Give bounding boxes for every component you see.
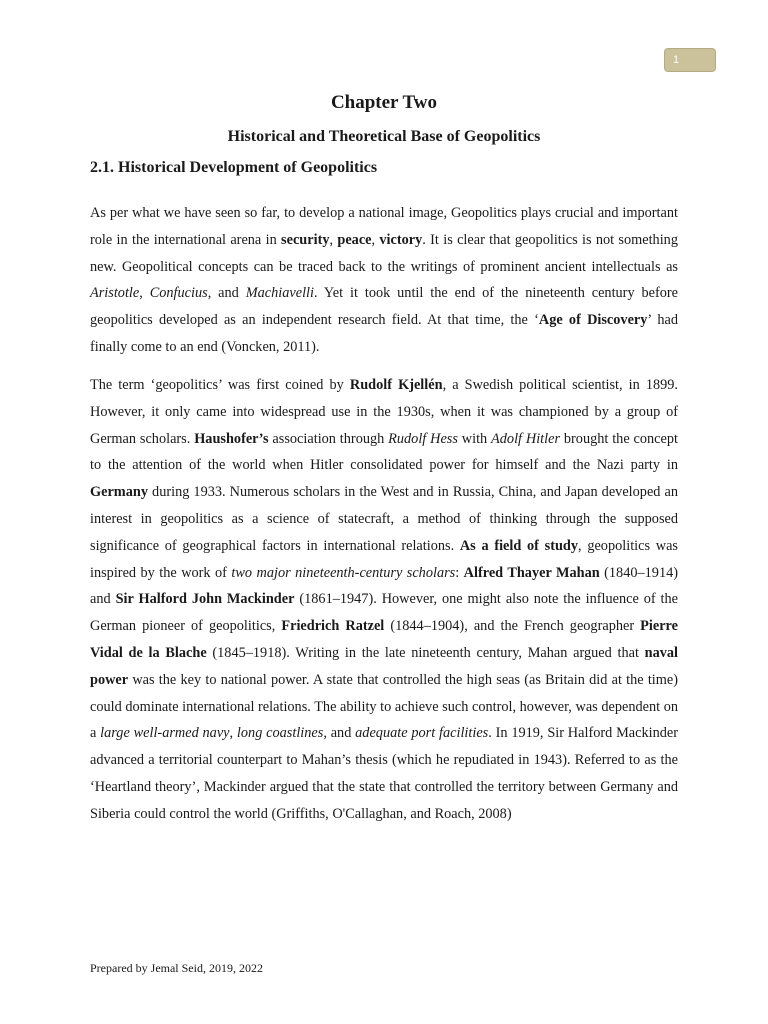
- italic-term: long coastlines: [236, 725, 324, 742]
- text-span: ’ had finally come to an end (Voncken, 2011).: [90, 312, 678, 355]
- chapter-title: Chapter Two: [330, 92, 438, 113]
- text-span: (1861–1947). However, one might also note the influence of the German pioneer of geopolitics,: [90, 591, 679, 635]
- italic-term: Rudolf Hess: [388, 430, 458, 447]
- bold-term: Alfred Thayer Mahan: [463, 564, 600, 581]
- text-span: . It is clear that geopolitics is not something new. Geopolitical concepts can be traced back to the writings of prominent ancient intellectuals as: [90, 231, 678, 275]
- bold-term: As a field of study: [459, 537, 579, 554]
- text-span: association through: [268, 430, 389, 447]
- text-span: , geopolitics was inspired by the work of: [90, 537, 678, 581]
- text-span: was the key to national power. A state that controlled the high seas (as Britain did at the time) could dominate international relations. The ability to achieve such control, however, was dependent on a: [90, 671, 678, 742]
- bold-term: Germany: [90, 484, 148, 501]
- bold-term: Pierre Vidal de la Blache: [90, 618, 678, 661]
- italic-term: adequate port facilities: [355, 725, 489, 742]
- text-span: As per what we have seen so far, to develop a national image, Geopolitics plays crucial and important role in the international arena in: [90, 205, 678, 248]
- paragraph-2: [90, 372, 678, 828]
- text-span: ,: [329, 231, 338, 248]
- text-span: The term ‘geopolitics’ was first coined by: [90, 377, 350, 393]
- text-span: . Yet it took until the end of the nineteenth century before geopolitics developed as an independent research field. At that time, the ‘: [90, 285, 678, 329]
- text-span: , and: [323, 725, 356, 742]
- text-span: ,: [229, 725, 237, 742]
- text-span: :: [455, 564, 464, 581]
- text-span: , a Swedish political scientist, in 1899. However, it only came into widespread use in the 1930s, when it was championed by a group of German scholars.: [90, 377, 679, 447]
- chapter-subtitle: Historical and Theoretical Base of Geopolitics: [227, 128, 541, 145]
- bold-term: peace: [337, 231, 372, 248]
- text-span: ,: [139, 285, 150, 302]
- italic-term: Confucius: [149, 285, 208, 302]
- bold-term: naval power: [90, 644, 678, 688]
- text-span: with: [457, 430, 492, 447]
- text-span: , and: [207, 285, 246, 302]
- bold-term: Age of Discovery: [538, 312, 648, 329]
- section-heading: 2.1. Historical Development of Geopolitics: [90, 159, 378, 176]
- text-span: ,: [371, 231, 380, 248]
- page-footer: Prepared by Jemal Seid, 2019, 2022: [90, 961, 263, 975]
- bold-term: security: [281, 231, 330, 248]
- bold-term: Rudolf Kjellén: [349, 377, 443, 393]
- bold-term: Friedrich Ratzel: [281, 618, 385, 635]
- text-span: (1844–1904), and the French geographer: [384, 618, 641, 635]
- paragraph-1: [90, 200, 678, 361]
- text-span: (1845–1918). Writing in the late nineteenth century, Mahan argued that: [206, 644, 645, 661]
- text-span: during 1933. Numerous scholars in the West and in Russia, China, and Japan developed an interest in geopolitics as a science of statecraft, a method of thinking through the supposed significance of geographical factors in international relations.: [90, 484, 678, 554]
- page-number-badge: 1: [664, 48, 716, 72]
- bold-term: Haushofer’s: [194, 430, 269, 447]
- text-span: brought the concept to the attention of the world when Hitler consolidated power for himself and the Nazi party in: [90, 430, 678, 474]
- text-span: . In 1919, Sir Halford Mackinder advanced a territorial counterpart to Mahan’s thesis (which he repudiated in 1943). Referred to as the ‘Heartland theory’, Mackinder argued that the state that controlled the territory between Germany and Siberia could control the world (Griffiths, O'Callaghan, and Roach, 2008): [90, 725, 678, 822]
- italic-term: Aristotle: [90, 285, 140, 302]
- bold-term: Sir Halford John Mackinder: [115, 591, 295, 608]
- italic-term: two major nineteenth-century scholars: [231, 564, 456, 581]
- bold-term: victory: [379, 231, 423, 248]
- italic-term: large well-armed navy: [100, 725, 230, 742]
- text-span: (1840–1914) and: [90, 564, 679, 608]
- italic-term: Adolf Hitler: [491, 430, 561, 447]
- italic-term: Machiavelli: [245, 285, 314, 302]
